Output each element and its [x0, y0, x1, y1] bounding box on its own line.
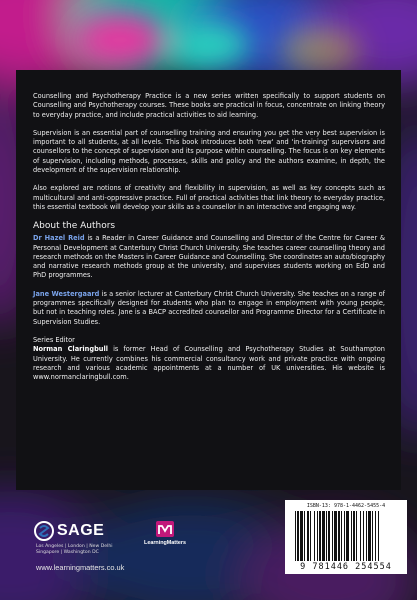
author-bio-text: is a senior lecturer at Canterbury Christ Church University. She teaches on a range of programmes specifically designed for students who plan to engage in employment with young people, but not in teaching roles. Jane is a BACP accredited counsellor and Programme Director for a Certificate in Supervision Studies. [33, 289, 385, 326]
series-editor-label: Series Editor [33, 335, 75, 344]
author-name: Dr Hazel Reid [33, 234, 85, 243]
blurb-paragraph: Counselling and Psychotherapy Practice is a new series written specifically to support students on Counselling and Psychotherapy courses. These books are practical in focus, concentrate on linking theory to everyday practice, and include practical activities to aid learning. [33, 92, 385, 119]
back-cover-text [33, 92, 385, 391]
barcode-bar [332, 511, 333, 561]
barcode-bar [338, 511, 340, 561]
about-authors-heading: About the Authors [33, 221, 116, 232]
isbn-label: ISBN-13: 978-1-4462-5455-4 [306, 503, 386, 509]
author-bio-text: is a Reader in Career Guidance and Counselling and Director of the Centre for Career & Personal Development at Canterbury Christ Church University. She teaches career counselling theory and research methods on the Masters in Career Guidance and Counselling. She coordinates an auto/biography and narrative research methods group at the university, and supervises students working on EdD and PhD programmes. [33, 234, 386, 280]
barcode-bars [294, 511, 400, 561]
barcode-bar [368, 511, 371, 561]
sage-logo [34, 521, 130, 541]
barcode-bar [341, 511, 342, 561]
barcode-bar [300, 511, 303, 561]
barcode-bar [295, 511, 296, 561]
barcode-bar [310, 511, 311, 561]
barcode-bar [372, 511, 373, 561]
barcode-bar [346, 511, 349, 561]
barcode-bar [304, 511, 305, 561]
barcode-bar [307, 511, 309, 561]
sage-cities: Los Angeles | London | New Delhi Singapore | Washington DC [36, 544, 113, 555]
author-bio [33, 290, 385, 327]
learningmatters-m-icon [156, 521, 174, 537]
blurb-paragraph: Also explored are notions of creativity and flexibility in supervision, as well as key concepts such as multicultural and anti-oppressive practice. Full of practical activities that link theory to everyday practice, this essential textbook will develop your skills as a counsellor in an interactive and engaging way. [33, 184, 385, 211]
author-bio [33, 234, 385, 280]
sage-wordmark: SAGE [57, 522, 105, 539]
learningmatters-wordmark: LearningMatters [144, 540, 186, 546]
series-editor-bio [33, 345, 385, 382]
barcode-bar [322, 511, 325, 561]
barcode-bar [314, 511, 315, 561]
barcode-digits: 9 781446 254554 [300, 562, 392, 572]
barcode-bar [375, 511, 376, 561]
barcode-bar [334, 511, 337, 561]
series-editor-name: Norman Claringbull [33, 345, 109, 354]
barcode-bar [319, 511, 321, 561]
barcode-bar [363, 511, 364, 561]
sage-swirl-icon [34, 521, 54, 541]
barcode-bar [344, 511, 345, 561]
barcode-bar [360, 511, 361, 561]
barcode-bar [353, 511, 355, 561]
barcode-bar [297, 511, 299, 561]
publisher-website: www.learningmatters.co.uk [36, 563, 125, 572]
barcode-bar [317, 511, 318, 561]
blurb-paragraph: Supervision is an essential part of counselling training and ensuring you get the very best supervision is important to all students, at all levels. This book introduces both 'new' and 'in-training' supervisors and counsellors to the concept of supervision and its purpose within counselling. The focus is on key elements of supervision, including methods, processes, skills and policy and the authors examine, in depth, the development of the supervision relationship. [33, 128, 385, 175]
barcode-bar [326, 511, 327, 561]
barcode-bar [356, 511, 357, 561]
barcode-bar [351, 511, 352, 561]
isbn-barcode [285, 500, 407, 574]
barcode-bar [378, 511, 379, 561]
barcode-bar [366, 511, 367, 561]
author-name: Jane Westergaard [33, 289, 100, 298]
barcode-bar [328, 511, 330, 561]
series-editor-bio-text: is former Head of Counselling and Psychotherapy Studies at Southampton University. He currently combines his commercial consultancy work and private practice with ongoing research and various academic appointments at a number of UK universities. His website is www.normanclaringbull.com. [33, 345, 385, 382]
learningmatters-logo [133, 521, 193, 549]
